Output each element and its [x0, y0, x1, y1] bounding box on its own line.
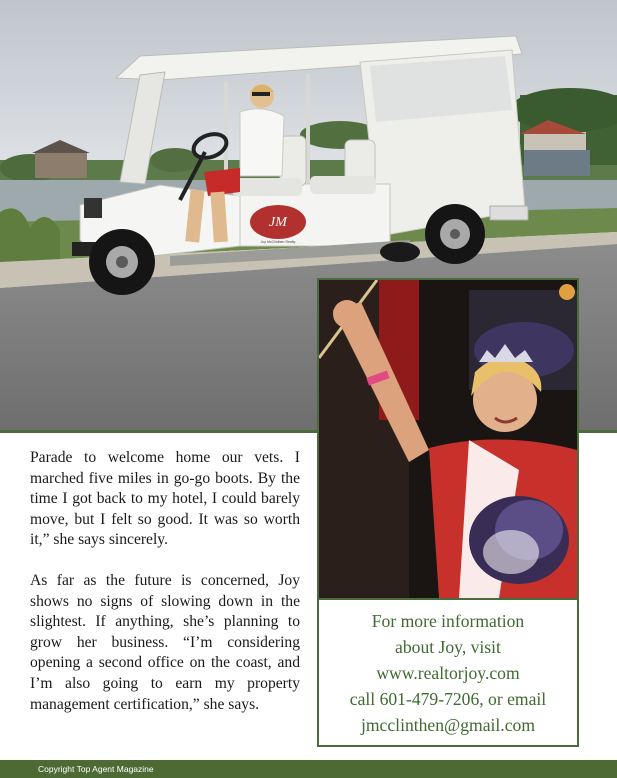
footer-bar [0, 760, 617, 778]
joy-portrait-photo [317, 278, 579, 600]
article-paragraph-2: As far as the future is concerned, Joy shows no signs of slowing down in the slightest. If anything, she’s planning to grow her business. “I’m considering opening a second office on the coast, and I’m also going to earn my property management certification,” she says. [30, 571, 300, 713]
info-line-website: www.realtorjoy.com [376, 663, 520, 683]
contact-info-box [317, 598, 579, 747]
portrait-illustration [319, 280, 577, 598]
info-line-more-info: For more information [371, 611, 525, 631]
info-line-email: jmcclinthen@gmail.com [360, 715, 535, 735]
info-line-about-joy: about Joy, visit [395, 637, 501, 657]
copyright-text: Copyright Top Agent Magazine [38, 764, 154, 774]
article-body [30, 448, 300, 715]
cart-logo-monogram: JM [269, 215, 287, 230]
cart-logo-tagline: Joy McClinthen Realty [260, 240, 296, 244]
article-paragraph-1: Parade to welcome home our vets. I marched five miles in go-go boots. By the time I got back to my hotel, I could barely move, but I felt so good. It was so worth it,” she says sincerely. [30, 449, 300, 549]
info-line-phone: call 601-479-7206, or email [349, 689, 547, 709]
